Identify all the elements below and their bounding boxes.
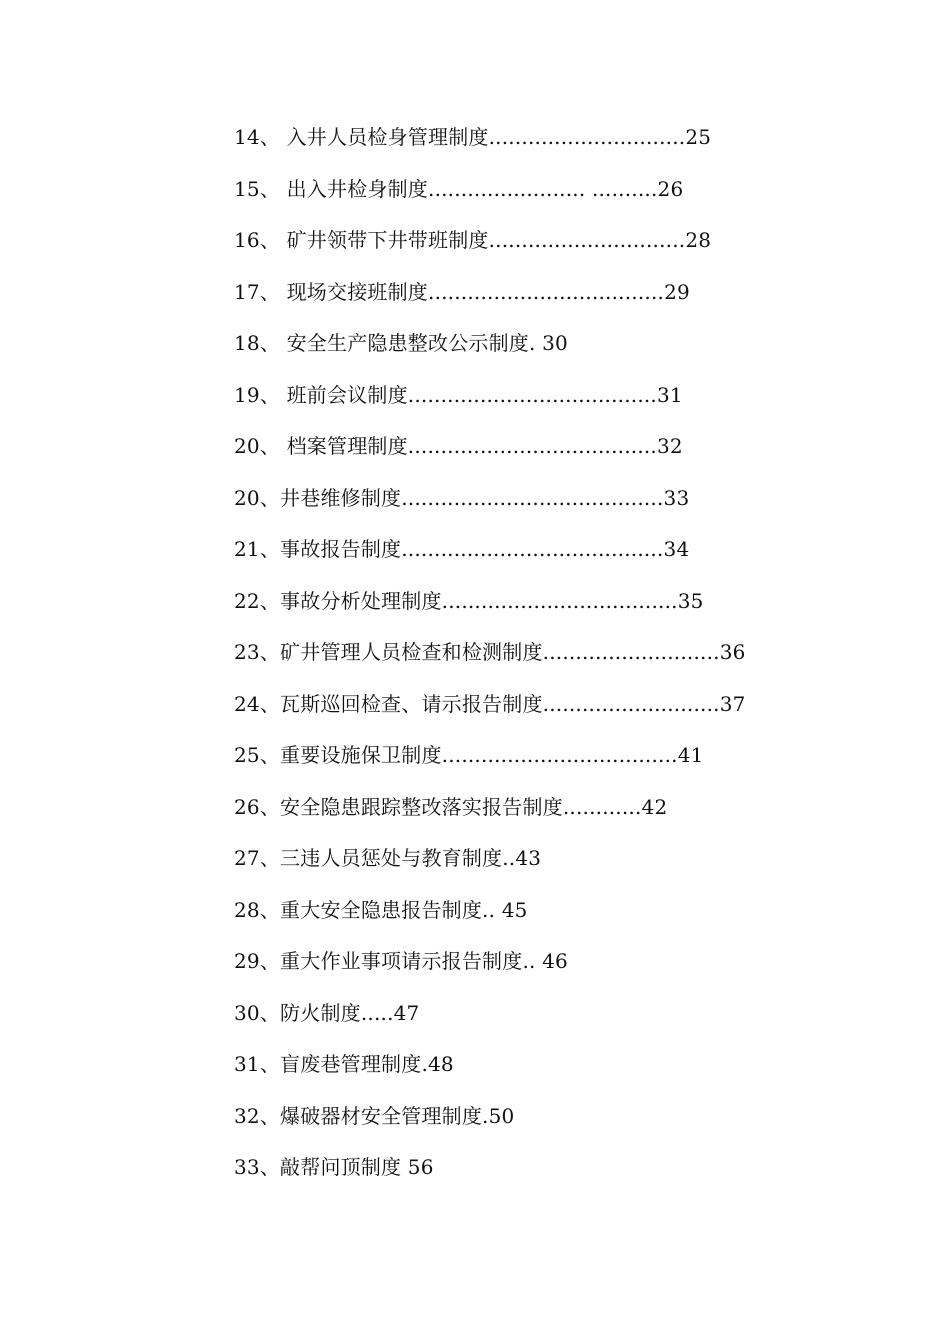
- toc-entry-18: 18、 安全生产隐患整改公示制度. 30: [234, 331, 568, 355]
- toc-entry-28: 28、重大安全隐患报告制度.. 45: [234, 897, 528, 922]
- toc-entry-30: 30、防火制度.....47: [234, 1000, 420, 1025]
- toc-entry-20-roadway: 20、井巷维修制度........................................33: [234, 485, 690, 510]
- toc-entry-32: 32、爆破器材安全管理制度.50: [234, 1103, 515, 1128]
- toc-entry-21: 21、事故报告制度........................................34: [234, 537, 690, 561]
- toc-entry-33: 33、敲帮问顶制度 56: [234, 1155, 434, 1179]
- toc-entry-23: 23、矿井管理人员检查和检测制度...........................36: [234, 640, 746, 664]
- toc-entry-26: 26、安全隐患跟踪整改落实报告制度............42: [234, 794, 668, 819]
- toc-entry-24: 24、瓦斯巡回检查、请示报告制度...........................37: [234, 691, 746, 716]
- toc-entry-14: 14、 入井人员检身管理制度..............................25: [234, 125, 712, 149]
- toc-entry-22: 22、事故分析处理制度....................................35: [234, 588, 704, 613]
- toc-entry-19: 19、 班前会议制度......................................31: [234, 382, 683, 407]
- toc-entry-31: 31、盲废巷管理制度.48: [234, 1052, 454, 1076]
- toc-entry-15: 15、 出入井检身制度........................ ..........26: [234, 176, 684, 201]
- toc-entry-16: 16、 矿井领带下井带班制度..............................28: [234, 228, 712, 252]
- table-of-contents: [234, 120, 746, 1202]
- toc-entry-27: 27、三违人员惩处与教育制度..43: [234, 846, 542, 870]
- toc-entry-17: 17、 现场交接班制度....................................29: [234, 279, 690, 304]
- toc-entry-25: 25、重要设施保卫制度....................................41: [234, 743, 704, 767]
- toc-entry-20-archive: 20、 档案管理制度......................................32: [234, 434, 683, 458]
- toc-entry-29: 29、重大作业事项请示报告制度.. 46: [234, 949, 568, 973]
